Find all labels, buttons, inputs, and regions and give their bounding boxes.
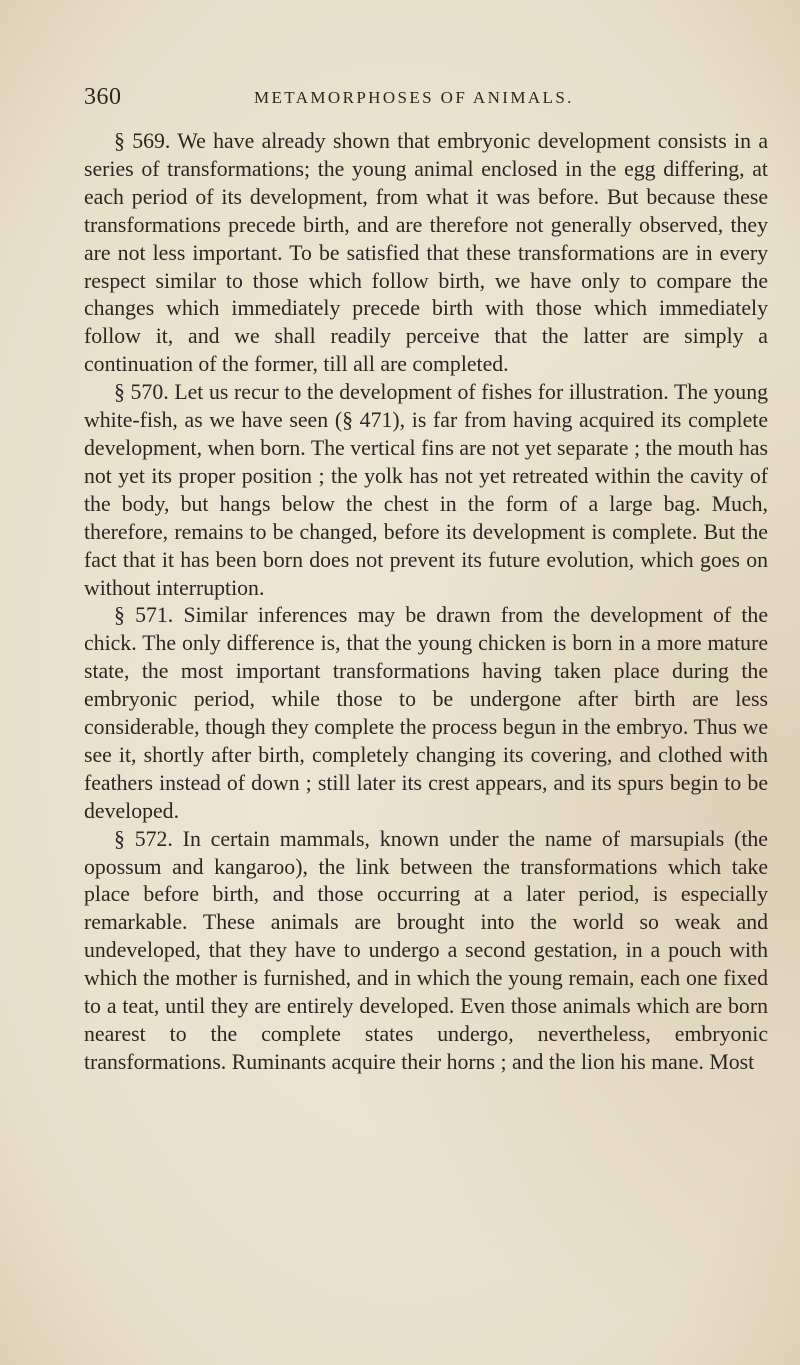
paragraph-571: § 571. Similar inferences may be drawn from the development of the chick. The only difference is, that the young chicken is born in a more mature state, the most important transformations having taken place during the embryonic period, while those to be undergone after birth are less considerable, though they complete the process begun in the embryo. Thus we see it, shortly after birth, completely changing its covering, and clothed with feathers instead of down ; still later its crest appears, and its spurs begin to be developed.: [84, 603, 768, 823]
body-text: [84, 128, 768, 1077]
running-head: METAMORPHOSES OF ANIMALS.: [254, 88, 574, 107]
page-header: [84, 84, 764, 112]
paragraph-569: § 569. We have already shown that embryonic development consists in a series of transformations; the young animal enclosed in the egg differing, at each period of its development, from what it was before. But because these transformations precede birth, and are therefore not generally observed, they are not less important. To be satisfied that these transformations are in every respect similar to those which follow birth, we have only to compare the changes which immediately precede birth with those which immediately follow it, and we shall readily perceive that the latter are simply a continuation of the former, till all are completed.: [84, 129, 768, 377]
page-number: 360: [84, 84, 122, 110]
paragraph-570: § 570. Let us recur to the development of fishes for illustration. The young white-fish, as we have seen (§ 471), is far from having acquired its complete development, when born. The vertical fins are not yet separate ; the mouth has not yet its proper position ; the yolk has not yet retreated within the cavity of the body, but hangs below the chest in the form of a large bag. Much, therefore, remains to be changed, before its development is complete. But the fact that it has been born does not prevent its future evolution, which goes on without interruption.: [84, 380, 768, 600]
paragraph-572: § 572. In certain mammals, known under the name of marsupials (the opossum and kangaroo), the link between the transformations which take place before birth, and those occurring at a later period, is especially remarkable. These animals are brought into the world so weak and undeveloped, that they have to undergo a second gestation, in a pouch with which the mother is furnished, and in which the young remain, each one fixed to a teat, until they are entirely developed. Even those animals which are born nearest to the complete states undergo, nevertheless, embryonic transformations. Ruminants acquire their horns ; and the lion his mane. Most: [84, 826, 768, 1074]
